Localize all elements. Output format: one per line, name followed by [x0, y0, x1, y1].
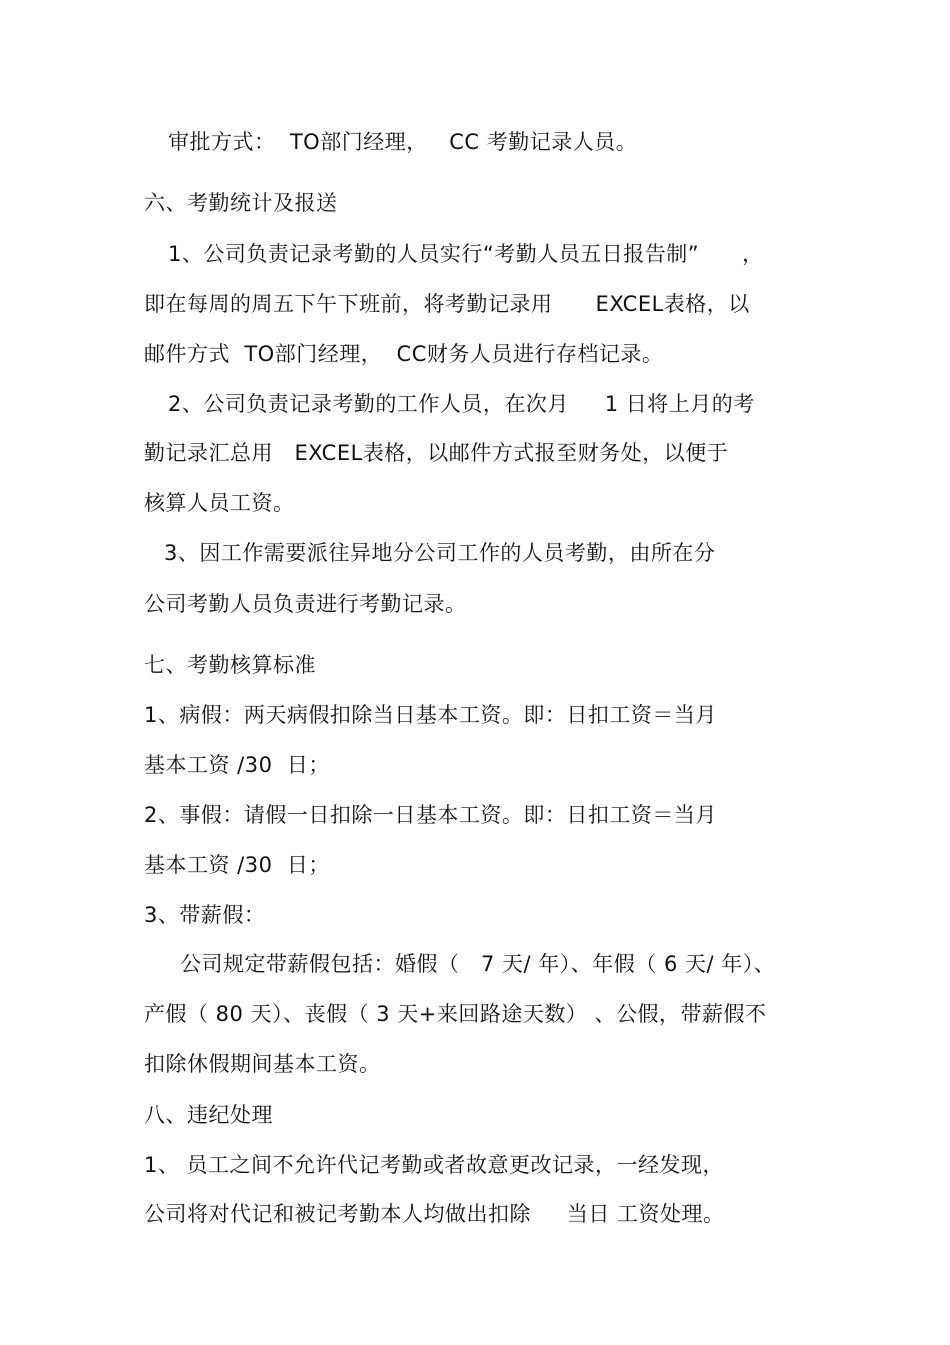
paragraph-line: 扣除休假期间基本工资。	[144, 1052, 381, 1076]
paragraph-line: 基本工资 /30 日；	[144, 853, 330, 877]
paragraph-line: 3、因工作需要派往异地分公司工作的人员考勤，由所在分	[164, 541, 716, 565]
paragraph-line: 3、带薪假：	[144, 903, 266, 927]
paragraph-line: 1、公司负责记录考勤的人员实行“考勤人员五日报告制” ，	[168, 242, 764, 266]
paragraph-line: 核算人员工资。	[144, 491, 295, 515]
paragraph-line: 公司将对代记和被记考勤本人均做出扣除 当日 工资处理。	[144, 1202, 725, 1226]
paragraph-line: 公司考勤人员负责进行考勤记录。	[144, 592, 467, 616]
paragraph-line: 2、公司负责记录考勤的工作人员，在次月 1 日将上月的考	[168, 392, 755, 416]
approval-method-line: 审批方式： TO部门经理， CC 考勤记录人员。	[168, 130, 638, 154]
paragraph-line: 1、 员工之间不允许代记考勤或者故意更改记录，一经发现，	[144, 1153, 725, 1177]
section-six-heading: 六、考勤统计及报送	[144, 191, 338, 215]
paragraph-line: 2、事假：请假一日扣除一日基本工资。即：日扣工资＝当月	[144, 803, 717, 827]
paragraph-line: 勤记录汇总用 EXCEL表格，以邮件方式报至财务处，以便于	[144, 441, 729, 465]
paragraph-line: 基本工资 /30 日；	[144, 753, 330, 777]
paragraph-line: 公司规定带薪假包括：婚假（ 7 天/ 年）、年假（ 6 天/ 年）、	[180, 952, 776, 976]
section-eight-heading: 八、违纪处理	[144, 1103, 273, 1127]
paragraph-line: 产假（ 80 天）、丧假（ 3 天+来回路途天数） 、公假，带薪假不	[144, 1002, 767, 1026]
paragraph-line: 即在每周的周五下午下班前，将考勤记录用 EXCEL表格，以	[144, 292, 750, 316]
section-seven-heading: 七、考勤核算标准	[144, 653, 316, 677]
paragraph-line: 1、病假：两天病假扣除当日基本工资。即：日扣工资＝当月	[144, 703, 717, 727]
paragraph-line: 邮件方式 TO部门经理， CC财务人员进行存档记录。	[144, 342, 664, 366]
